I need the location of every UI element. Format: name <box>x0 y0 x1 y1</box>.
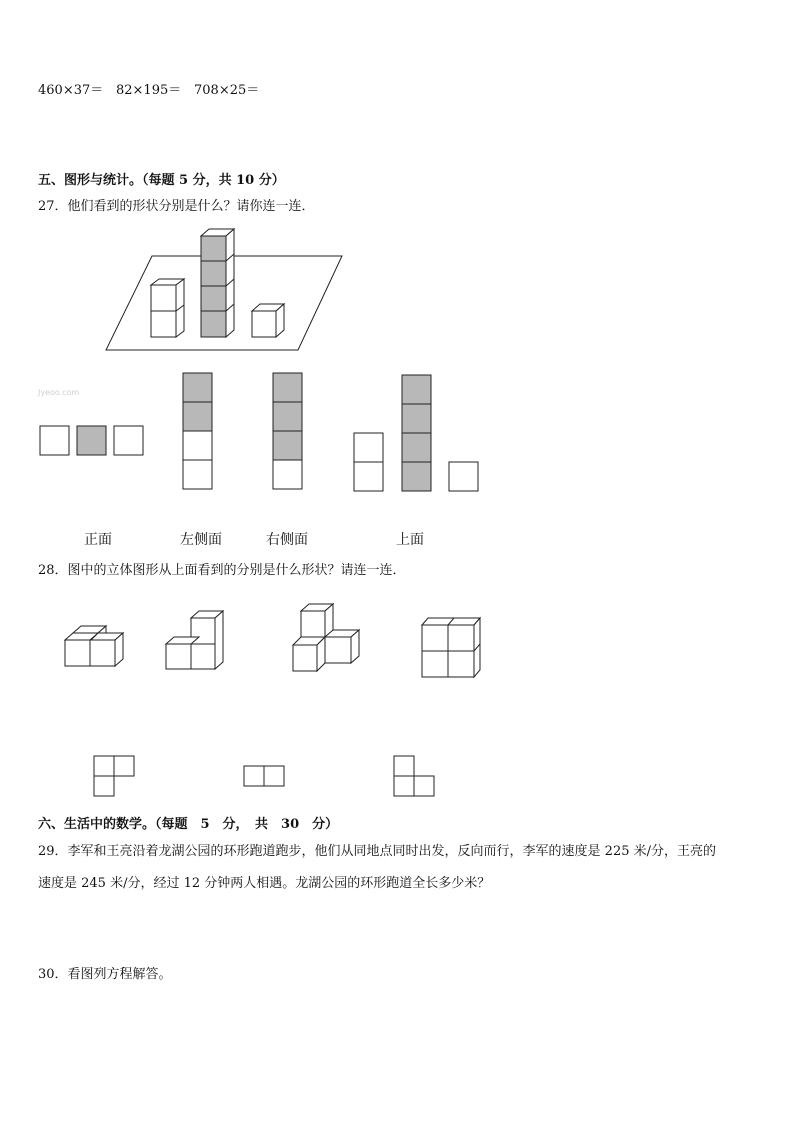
q28-top-view-option-1 <box>94 756 134 796</box>
q28-solid-3 <box>293 604 359 671</box>
calc-item-2: 82×195＝ <box>116 83 182 98</box>
section6-heading: 六、生活中的数学。（每题 5 分， 共 30 分） <box>38 817 339 832</box>
q28-question: 28．图中的立体图形从上面看到的分别是什么形状？请连一连． <box>38 563 406 578</box>
q28-top-view-option-2 <box>244 766 284 786</box>
q29-line-1: 29．李军和王亮沿着龙湖公园的环形跑道跑步，他们从同地点同时出发，反向而行，李军的速度是 225 米/分，王亮的 <box>38 844 717 859</box>
q28-solid-4 <box>422 618 480 677</box>
calc-item-1: 460×37＝ <box>38 83 104 98</box>
q27-label-left: 左侧面 <box>180 532 222 548</box>
q28-solid-1 <box>65 626 123 666</box>
section5-heading: 五、图形与统计。（每题 5 分，共 10 分） <box>38 173 285 188</box>
q27-question: 27．他们看到的形状分别是什么？请你连一连． <box>38 199 315 214</box>
q30-question: 30．看图列方程解答。 <box>38 967 172 982</box>
q29-line-2: 速度是 245 米/分，经过 12 分钟两人相遇。龙湖公园的环形跑道全长多少米？ <box>38 876 491 891</box>
q27-label-front: 正面 <box>84 532 112 548</box>
q28-top-view-option-3 <box>394 756 434 796</box>
watermark: Jyeoo.com <box>38 388 80 397</box>
calc-item-3: 708×25＝ <box>194 83 260 98</box>
q28-solid-2 <box>166 611 223 669</box>
q27-label-right: 右侧面 <box>266 532 308 548</box>
q27-label-top: 上面 <box>396 532 424 548</box>
